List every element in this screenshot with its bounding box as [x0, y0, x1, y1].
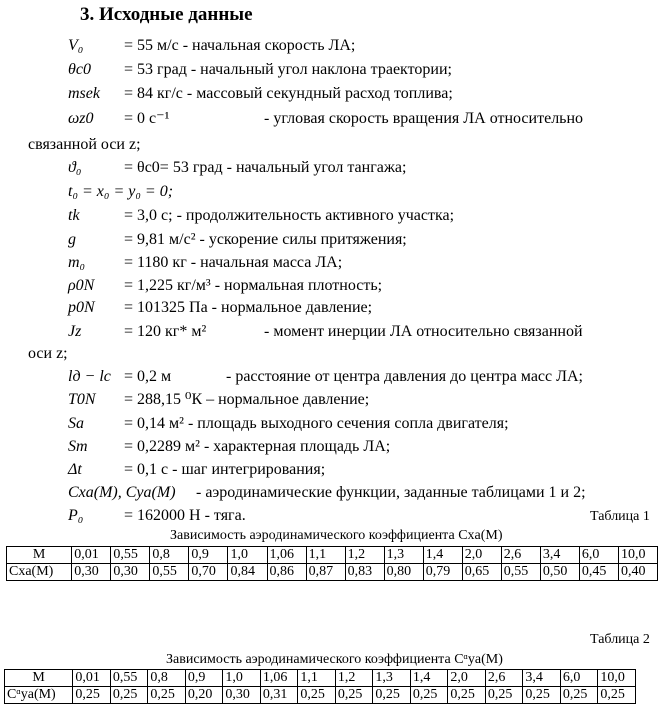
param-value: = 9,81 м/с² - ускорение силы притяжения; — [124, 231, 407, 248]
param-symbol: Δt — [68, 461, 82, 478]
table-cell: 1,2 — [335, 670, 373, 687]
table-row — [7, 564, 658, 581]
param-symbol: Sa — [68, 415, 84, 432]
param-line — [68, 36, 356, 56]
param-symbol: p0N — [68, 299, 95, 316]
param-description: - угловая скорость вращения ЛА относительно — [264, 110, 584, 127]
param-symbol: g — [68, 231, 76, 248]
row-header: M — [5, 670, 73, 687]
table-cell: 2,0 — [448, 670, 486, 687]
table-cell: 0,55 — [111, 547, 150, 564]
param-symbol: ϑ₀ — [68, 159, 82, 176]
param-line — [68, 460, 326, 480]
table-cell: 0,30 — [111, 564, 150, 581]
param-symbol: T0N — [68, 391, 96, 408]
table-cell: 0,65 — [462, 564, 501, 581]
param-line — [68, 158, 407, 178]
row-header: Cᵅya(M) — [5, 687, 73, 704]
table-cell: 0,25 — [560, 687, 598, 704]
table-cell: 2,6 — [501, 547, 540, 564]
table-cell: 0,84 — [228, 564, 267, 581]
table-row — [5, 687, 636, 704]
param-value: = 288,15 ⁰К – нормальное давление; — [124, 391, 370, 408]
table-cell: 10,0 — [598, 670, 636, 687]
param-line — [68, 60, 452, 80]
param-symbol: Sm — [68, 438, 88, 455]
table-cell: 2,6 — [485, 670, 523, 687]
param-value: = θc0= 53 град - начальный угол тангажа; — [124, 159, 407, 176]
table-cell: 1,2 — [345, 547, 384, 564]
table-cell: 0,30 — [72, 564, 111, 581]
param-line — [68, 253, 343, 273]
table-cell: 0,86 — [267, 564, 306, 581]
param-symbol: Jz — [68, 323, 82, 340]
table-cell: 1,06 — [260, 670, 298, 687]
table-cell: 0,31 — [260, 687, 298, 704]
param-value: = 101325 Па - нормальное давление; — [124, 299, 373, 316]
param-line — [68, 298, 373, 318]
param-value: = 0,2289 м² - характерная площадь ЛА; — [124, 438, 391, 455]
table-cell: 0,25 — [110, 687, 148, 704]
param-symbol: m₀ — [68, 254, 86, 271]
param-line — [68, 322, 583, 342]
param-symbol: msek — [68, 85, 100, 102]
param-value: = 0,2 м — [124, 368, 172, 385]
param-line — [68, 367, 583, 387]
param-value: = 1180 кг - начальная масса ЛА; — [124, 254, 343, 271]
table-cell: 0,25 — [410, 687, 448, 704]
table-cell: 1,06 — [267, 547, 306, 564]
param-value: = 120 кг* м² — [124, 323, 207, 340]
param-symbol: V₀ — [68, 37, 84, 54]
param-line — [68, 109, 584, 129]
table-cell: 1,4 — [423, 547, 462, 564]
param-line — [68, 506, 246, 526]
param-value: = 1,225 кг/м³ - нормальная плотность; — [124, 277, 383, 294]
table-cell: 1,3 — [384, 547, 423, 564]
table-cell: 0,50 — [540, 564, 579, 581]
param-value: = 162000 Н - тяга. — [124, 507, 246, 524]
param-value: = 53 град - начальный угол наклона траектории; — [124, 61, 452, 78]
table-cell: 0,25 — [73, 687, 111, 704]
table-cell: 0,25 — [148, 687, 186, 704]
table-cell: 0,80 — [384, 564, 423, 581]
param-value: = 0,14 м² - площадь выходного сечения сопла двигателя; — [124, 415, 509, 432]
param-value: = 3,0 с; - продолжительность активного участка; — [124, 207, 455, 224]
param-line: связанной оси z; — [28, 136, 141, 153]
table-cell: 0,45 — [579, 564, 618, 581]
section-heading: 3. Исходные данные — [80, 4, 253, 25]
table-cell: 0,8 — [150, 547, 189, 564]
param-symbol: θc0 — [68, 61, 91, 78]
table-cell: 0,55 — [110, 670, 148, 687]
table-cell: 1,3 — [373, 670, 411, 687]
param-symbol: lд − lc — [68, 368, 111, 385]
table-cell: 10,0 — [618, 547, 657, 564]
table2-label: Таблица 2 — [590, 632, 650, 647]
table-cell: 0,9 — [189, 547, 228, 564]
table-cell: 0,25 — [448, 687, 486, 704]
param-line — [68, 276, 383, 296]
param-line — [68, 84, 453, 104]
table-cell: 0,55 — [150, 564, 189, 581]
param-line — [68, 390, 370, 410]
param-value: - аэродинамические функции, заданные таблицами 1 и 2; — [196, 484, 586, 501]
table-cell: 0,30 — [223, 687, 261, 704]
param-line — [68, 182, 173, 202]
table-cell: 0,83 — [345, 564, 384, 581]
table-cell: 0,87 — [306, 564, 345, 581]
table-cell: 2,0 — [462, 547, 501, 564]
param-line — [68, 414, 509, 434]
param-value: = 55 м/с - начальная скорость ЛА; — [124, 37, 356, 54]
table-cell: 0,8 — [148, 670, 186, 687]
param-line: оси z; — [28, 345, 68, 362]
table-cell: 3,4 — [540, 547, 579, 564]
param-description: - расстояние от центра давления до центра масс ЛА; — [226, 368, 583, 385]
table-cell: 0,01 — [72, 547, 111, 564]
table-cell: 0,25 — [485, 687, 523, 704]
param-value: = 84 кг/с - массовый секундный расход топлива; — [124, 85, 453, 102]
table-cell: 0,9 — [185, 670, 223, 687]
table-cell: 0,25 — [298, 687, 336, 704]
param-description: - момент инерции ЛА относительно связанной — [264, 323, 583, 340]
table-cell: 3,4 — [523, 670, 561, 687]
table2-caption: Зависимость аэродинамического коэффициента Cᵅya(M) — [166, 652, 503, 667]
table-row — [5, 670, 636, 687]
table1-label: Таблица 1 — [590, 509, 650, 524]
param-value: = 0,1 с - шаг интегрирования; — [124, 461, 326, 478]
param-symbol: Cxa(M), Cya(M) — [68, 484, 176, 501]
table-cell: 0,79 — [423, 564, 462, 581]
table-cell: 0,20 — [185, 687, 223, 704]
param-line — [68, 206, 455, 226]
row-header: M — [7, 547, 72, 564]
table-cell: 1,4 — [410, 670, 448, 687]
table-cell: 0,25 — [598, 687, 636, 704]
param-symbol: ωz0 — [68, 110, 94, 127]
param-line — [68, 230, 407, 250]
table-cell: 0,55 — [501, 564, 540, 581]
table-cell: 0,01 — [73, 670, 111, 687]
table-cya — [4, 669, 636, 704]
row-header: Cxa(M) — [7, 564, 72, 581]
table-cell: 0,25 — [523, 687, 561, 704]
table-cell: 1,0 — [223, 670, 261, 687]
table-cell: 1,1 — [298, 670, 336, 687]
table-cell: 0,40 — [618, 564, 657, 581]
param-line — [68, 437, 391, 457]
table1-caption: Зависимость аэродинамического коэффициента Cxa(M) — [170, 528, 503, 543]
param-symbol: t₀ = x₀ = y₀ = 0; — [68, 183, 174, 200]
table-row — [7, 547, 658, 564]
table-cell: 0,25 — [373, 687, 411, 704]
table-cxa — [6, 546, 658, 581]
table-cell: 6,0 — [560, 670, 598, 687]
param-symbol: P₀ — [68, 507, 84, 524]
table-cell: 1,0 — [228, 547, 267, 564]
table-cell: 0,70 — [189, 564, 228, 581]
table-cell: 0,25 — [335, 687, 373, 704]
param-value: = 0 с⁻¹ — [124, 110, 170, 127]
table-cell: 6,0 — [579, 547, 618, 564]
table-cell: 1,1 — [306, 547, 345, 564]
param-symbol: ρ0N — [68, 277, 95, 294]
param-symbol: tk — [68, 207, 80, 224]
param-line — [68, 483, 586, 503]
